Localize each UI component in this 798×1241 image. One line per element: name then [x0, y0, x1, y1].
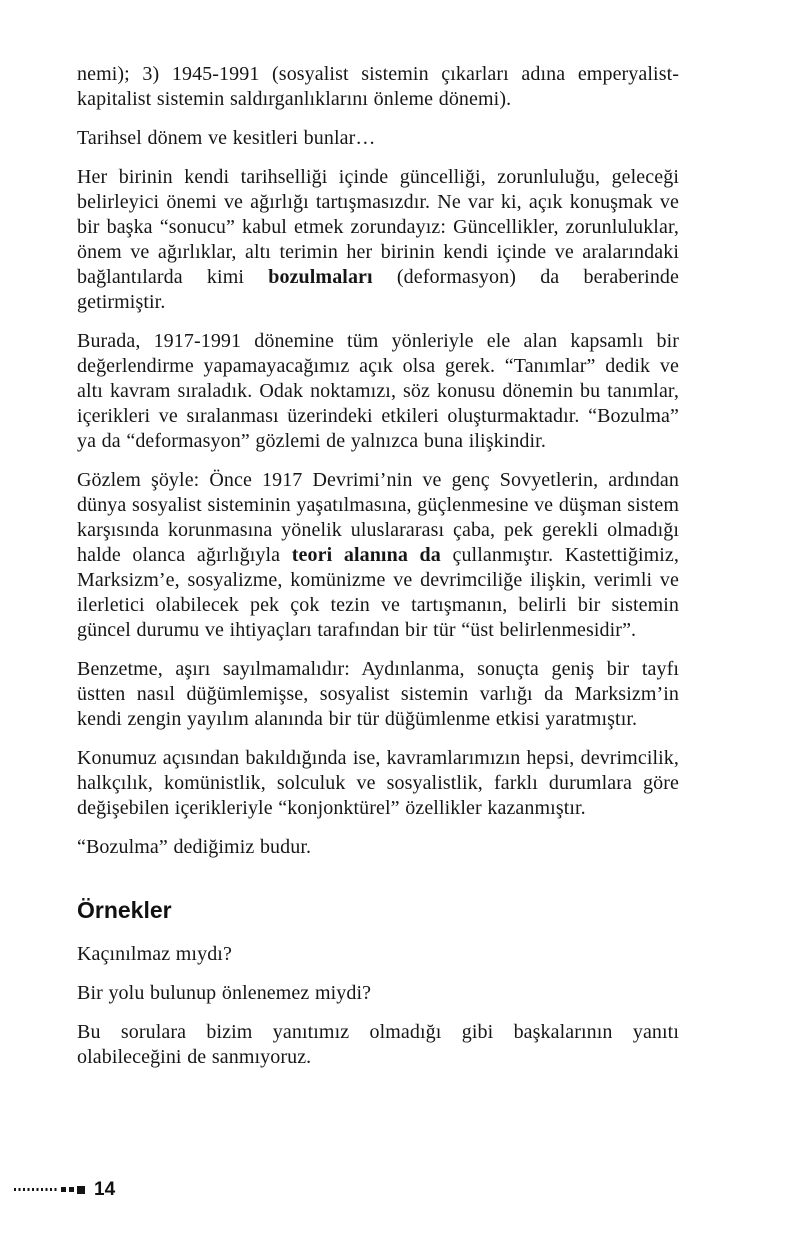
text-run: Gözlem şöyle: Önce 1917 Devrimi’nin ve genç Sovyetlerin, ardından dünya sosyalist sisteminin yaşatılmasına, güçlenmesine ve düşman sistem karşısında korunmasına yönelik uluslararası çaba, pek gerekli olmadığı halde olanca ağırlığıyla [77, 469, 679, 566]
page-footer [14, 1180, 115, 1199]
paragraph [77, 942, 679, 967]
paragraph [77, 468, 679, 643]
text-run: Bu sorulara bizim yanıtımız olmadığı gibi başkalarının yanıtı olabileceğini de sanmıyoruz. [77, 1021, 679, 1068]
square-ornament-icon [61, 1187, 66, 1192]
paragraph [77, 62, 679, 112]
text-run: (deformasyon) da beraberinde getirmiştir. [77, 266, 679, 313]
paragraph [77, 329, 679, 454]
text-run: Konumuz açısından bakıldığında ise, kavramlarımızın hepsi, devrimcilik, halkçılık, komünistlik, solculuk ve sosyalistlik, farklı durumlara göre değişebilen içerikleriyle “konjonktürel” özellikler kazanmıştır. [77, 747, 679, 819]
paragraph [77, 657, 679, 732]
text-run: nemi); 3) 1945-1991 (sosyalist sistemin çıkarları adına emperyalist-kapitalist sistemin saldırganlıklarını önleme dönemi). [77, 63, 679, 110]
text-run: Tarihsel dönem ve kesitleri bunlar… [77, 127, 376, 149]
paragraph [77, 981, 679, 1006]
text-run: çullanmıştır. Kastettiğimiz, Marksizm’e, sosyalizme, komünizme ve devrimciliğe ilişkin, verimli ve ilerletici olabilecek pek çok tezin ve tartışmanın, belirli bir sistemin güncel durumu ve ihtiyaçları tarafından bir tür “üst belirlenmesidir”. [77, 544, 679, 641]
text-run: “Bozulma” dediğimiz budur. [77, 836, 312, 858]
text-run: Burada, 1917-1991 dönemine tüm yönleriyle ele alan kapsamlı bir değerlendirme yapamayacağımız açık olsa gerek. “Tanımlar” dedik ve altı kavram sıraladık. Odak noktamızı, söz konusu dönemin bu tanımlar, içerikleri ve sıralanması üzerindeki etkileri oluşturmaktadır. “Bozulma” ya da “deformasyon” gözlemi de yalnızca buna ilişkindir. [77, 330, 679, 452]
paragraph [77, 835, 679, 860]
text-run: Benzetme, aşırı sayılmamalıdır: Aydınlanma, sonuçta geniş bir tayfı üstten nasıl düğümlemişse, sosyalist sistemin varlığı da Marksizm’in kendi zengin yayılım alanında bir tür düğümlenme etkisi yaratmıştır. [77, 658, 679, 730]
bold-text-run: teori alanına da [291, 544, 441, 566]
section-heading [77, 897, 679, 924]
text-run: Bir yolu bulunup önlenemez miydi? [77, 982, 372, 1004]
text-run: Her birinin kendi tarihselliği içinde güncelliği, zorunluluğu, geleceği belirleyici önemi ve ağırlığı tartışmasızdır. Ne var ki, açık konuşmak ve bir başka “sonucu” kabul etmek zorundayız: Güncellikler, zorunluluklar, önem ve ağırlıklar, altı terimin her birinin kendi içinde ve aralarındaki bağlantılarda kimi [77, 166, 679, 288]
paragraph [77, 165, 679, 315]
text-block [77, 62, 679, 1084]
paragraph [77, 1020, 679, 1070]
square-ornament-icon [69, 1187, 74, 1192]
square-ornament-icon [77, 1186, 85, 1194]
text-run: Kaçınılmaz mıydı? [77, 943, 232, 965]
bold-text-run: bozulmaları [268, 266, 373, 288]
dotted-line-ornament-icon [14, 1188, 58, 1191]
paragraph [77, 746, 679, 821]
bold-text-run: Örnekler [77, 897, 172, 923]
paragraph [77, 126, 679, 151]
page-number: 14 [94, 1179, 116, 1200]
